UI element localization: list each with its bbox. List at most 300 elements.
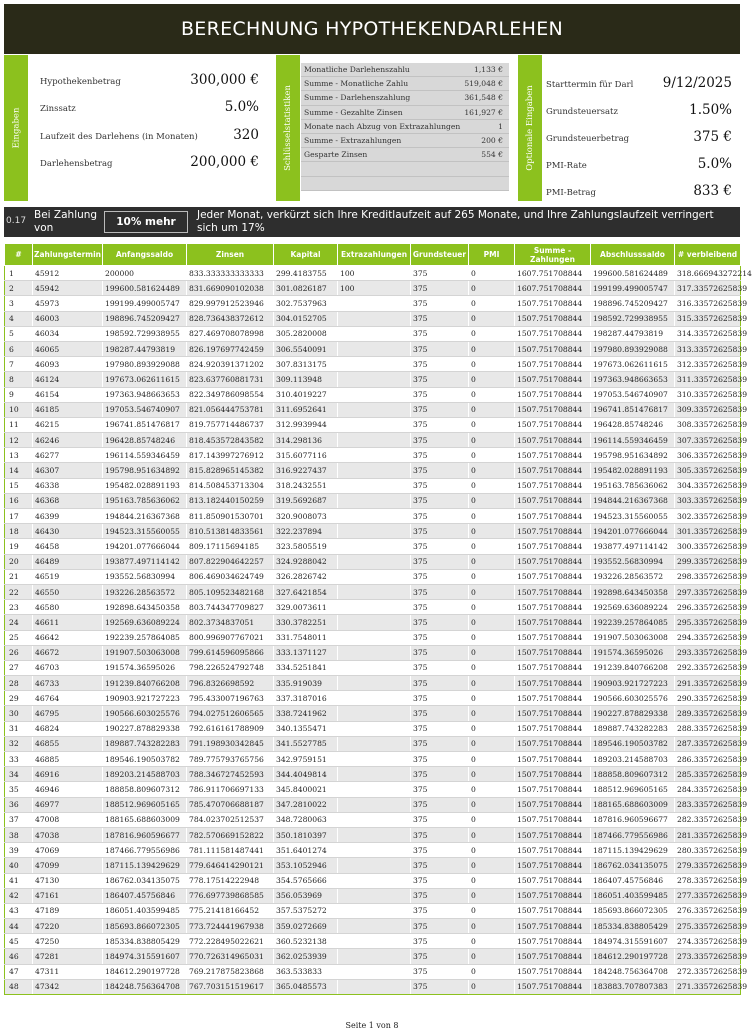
table-cell: 375 [411,569,469,584]
optional-row-pmi-rate [546,156,732,172]
table-cell: 1507.751708844 [515,827,591,842]
table-row [5,691,741,706]
table-cell: 32 [5,736,33,751]
table-cell: 0 [469,706,515,721]
table-cell: 1607.751708844 [515,266,591,281]
table-row [5,554,741,569]
table-cell: 357.5375272 [274,903,338,918]
table-cell: 46611 [33,615,103,630]
table-cell: 0 [469,949,515,964]
table-cell: 0 [469,311,515,326]
table-cell: 306.5540091 [274,341,338,356]
table-cell: 187115.139429629 [591,843,675,858]
optional-value[interactable]: 375 € [693,129,732,145]
table-cell: 304.33572625839 [675,478,741,493]
table-cell: 197673.062611615 [591,357,675,372]
table-cell: 0 [469,387,515,402]
table-cell: 375 [411,949,469,964]
table-cell: 188858.809607312 [103,782,187,797]
table-cell: 198896.745209427 [103,311,187,326]
table-cell [338,615,411,630]
table-cell: 46519 [33,569,103,584]
table-cell: 1507.751708844 [515,509,591,524]
stat-value: 200 € [481,136,503,146]
table-cell: 809.17115694185 [187,539,274,554]
table-cell: 193877.497114142 [103,554,187,569]
column-header: PMI [469,244,515,266]
table-cell: 318.666943272214 [675,266,741,281]
table-cell: 193877.497114142 [591,539,675,554]
table-cell: 15 [5,478,33,493]
table-cell: 197053.546740907 [591,387,675,402]
table-cell: 347.2810022 [274,797,338,812]
table-cell: 46430 [33,524,103,539]
table-cell: 31 [5,721,33,736]
table-cell: 183883.707807383 [591,979,675,994]
table-cell: 309.33572625839 [675,402,741,417]
optional-value[interactable]: 9/12/2025 [662,75,732,91]
table-cell: 11 [5,417,33,432]
table-cell: 356.053969 [274,888,338,903]
table-cell: 1 [5,266,33,281]
table-cell: 1507.751708844 [515,645,591,660]
table-cell: 818.453572843582 [187,433,274,448]
table-cell: 375 [411,782,469,797]
table-cell: 192898.643450358 [103,600,187,615]
table-cell: 1507.751708844 [515,691,591,706]
table-cell: 196428.85748246 [103,433,187,448]
table-cell: 315.6077116 [274,448,338,463]
extra-payment-select[interactable]: 10% mehr [104,211,188,233]
table-cell: 46246 [33,433,103,448]
table-cell: 190227.878829338 [591,706,675,721]
banner-number: 0.17 [6,216,27,226]
table-cell: 375 [411,827,469,842]
table-row [5,417,741,432]
column-header: Kapital [274,244,338,266]
table-cell [338,919,411,934]
table-cell: 45973 [33,296,103,311]
table-cell: 1507.751708844 [515,539,591,554]
table-cell: 0 [469,509,515,524]
table-cell: 334.5251841 [274,660,338,675]
table-cell: 41 [5,873,33,888]
input-value[interactable]: 300,000 € [190,72,259,88]
table-cell: 794.027512606565 [187,706,274,721]
table-cell [338,372,411,387]
table-row [5,341,741,356]
table-cell: 375 [411,433,469,448]
input-value[interactable]: 320 [233,127,259,143]
table-cell: 47130 [33,873,103,888]
table-cell: 1507.751708844 [515,463,591,478]
optional-value[interactable]: 833 € [693,183,732,199]
table-row [5,843,741,858]
table-cell: 1607.751708844 [515,281,591,296]
column-header: Zinsen [187,244,274,266]
table-row [5,509,741,524]
table-cell: 20 [5,554,33,569]
table-cell: 314.298136 [274,433,338,448]
table-cell: 375 [411,357,469,372]
table-cell: 792.616161788909 [187,721,274,736]
table-cell: 0 [469,493,515,508]
table-cell: 187115.139429629 [103,858,187,873]
optional-panel [518,55,740,201]
table-cell: 1507.751708844 [515,858,591,873]
table-cell: 195482.028891193 [103,478,187,493]
table-cell [338,782,411,797]
table-cell: 194201.077666044 [591,524,675,539]
table-cell: 46003 [33,311,103,326]
table-cell: 359.0272669 [274,919,338,934]
table-cell: 375 [411,281,469,296]
table-cell: 778.17514222948 [187,873,274,888]
table-cell: 46185 [33,402,103,417]
table-cell: 375 [411,630,469,645]
table-cell: 45 [5,934,33,949]
table-cell: 315.33572625839 [675,311,741,326]
stat-label: Summe - Gezahlte Zinsen [304,107,403,117]
table-cell: 326.2826742 [274,569,338,584]
table-cell: 375 [411,326,469,341]
table-cell: 0 [469,554,515,569]
table-cell: 1507.751708844 [515,919,591,934]
stat-row [301,77,509,91]
table-cell [338,660,411,675]
table-cell: 47342 [33,979,103,994]
table-cell: 189203.214588703 [103,767,187,782]
table-cell: 297.33572625839 [675,584,741,599]
input-row-interest-rate [40,99,259,115]
table-cell: 335.919039 [274,676,338,691]
table-row [5,281,741,296]
table-cell: 48 [5,979,33,994]
table-cell: 45912 [33,266,103,281]
table-cell: 199199.499005747 [591,281,675,296]
table-cell: 0 [469,691,515,706]
table-cell: 800.996907767021 [187,630,274,645]
table-cell: 0 [469,326,515,341]
table-cell: 195798.951634892 [591,448,675,463]
table-row [5,752,741,767]
input-value[interactable]: 5.0% [224,99,259,115]
table-cell: 193226.28563572 [591,569,675,584]
table-cell: 196741.851476817 [591,402,675,417]
table-cell: 192569.636089224 [591,600,675,615]
table-row [5,539,741,554]
table-cell: 46093 [33,357,103,372]
table-cell: 45942 [33,281,103,296]
table-cell: 47008 [33,812,103,827]
table-cell: 320.9008073 [274,509,338,524]
table-row [5,478,741,493]
stat-row-empty [301,162,509,176]
table-cell: 289.33572625839 [675,706,741,721]
table-cell: 829.997912523946 [187,296,274,311]
table-cell [338,827,411,842]
table-cell: 285.33572625839 [675,767,741,782]
table-cell [338,843,411,858]
table-cell: 46215 [33,417,103,432]
input-value[interactable]: 200,000 € [190,154,259,170]
table-cell: 279.33572625839 [675,858,741,873]
table-row [5,873,741,888]
table-cell: 21 [5,569,33,584]
table-cell [338,402,411,417]
table-cell [338,387,411,402]
input-row-loan-amount [40,154,259,170]
table-cell: 17 [5,509,33,524]
table-cell: 199600.581624489 [103,281,187,296]
table-cell: 301.33572625839 [675,524,741,539]
table-cell: 1507.751708844 [515,888,591,903]
table-row [5,372,741,387]
table-cell [338,554,411,569]
page-footer: Seite 1 von 8 [345,1021,399,1030]
table-cell: 100 [338,266,411,281]
table-cell: 275.33572625839 [675,919,741,934]
table-cell: 1507.751708844 [515,964,591,979]
table-cell: 0 [469,402,515,417]
table-cell: 1507.751708844 [515,341,591,356]
amortization-table [4,243,752,995]
table-cell: 197673.062611615 [103,372,187,387]
table-cell: 291.33572625839 [675,676,741,691]
table-row [5,569,741,584]
optional-row-pmi-amount [546,183,732,199]
table-row [5,493,741,508]
table-cell: 304.0152705 [274,311,338,326]
table-cell: 35 [5,782,33,797]
table-cell: 24 [5,615,33,630]
optional-label: PMI-Rate [546,161,587,171]
stat-value: 361,548 € [464,93,503,103]
table-row [5,660,741,675]
table-row [5,296,741,311]
table-cell: 280.33572625839 [675,843,741,858]
stats-tab [276,55,300,201]
table-cell: 0 [469,660,515,675]
table-cell: 12 [5,433,33,448]
table-cell: 2 [5,281,33,296]
table-cell: 42 [5,888,33,903]
table-cell: 40 [5,858,33,873]
table-cell: 46124 [33,372,103,387]
table-cell: 1507.751708844 [515,660,591,675]
table-cell [338,888,411,903]
table-cell: 810.513814833561 [187,524,274,539]
table-cell: 0 [469,266,515,281]
banner-label: Bei Zahlung von [34,209,98,234]
table-row [5,858,741,873]
optional-value[interactable]: 5.0% [697,156,732,172]
table-cell: 1507.751708844 [515,630,591,645]
table-cell: 312.9939944 [274,417,338,432]
table-row [5,326,741,341]
table-cell: 331.7548011 [274,630,338,645]
table-cell: 1507.751708844 [515,797,591,812]
table-cell [338,417,411,432]
table-cell: 375 [411,858,469,873]
table-cell: 1507.751708844 [515,615,591,630]
table-cell: 186762.034135075 [103,873,187,888]
table-cell: 47281 [33,949,103,964]
optional-tab [518,55,542,201]
table-cell: 1507.751708844 [515,478,591,493]
table-cell: 788.346727452593 [187,767,274,782]
table-cell: 26 [5,645,33,660]
table-cell: 272.33572625839 [675,964,741,979]
table-cell: 1507.751708844 [515,752,591,767]
table-cell: 773.724441967938 [187,919,274,934]
table-row [5,964,741,979]
table-cell: 375 [411,888,469,903]
table-cell: 46458 [33,539,103,554]
table-cell: 0 [469,797,515,812]
table-cell: 819.757714486737 [187,417,274,432]
table-cell: 278.33572625839 [675,873,741,888]
table-cell: 16 [5,493,33,508]
table-cell [338,357,411,372]
table-cell: 192239.257864085 [591,615,675,630]
table-cell: 38 [5,827,33,842]
table-cell [338,752,411,767]
table-cell [338,676,411,691]
stat-row [301,120,509,134]
stat-row [301,106,509,120]
table-cell: 193226.28563572 [103,584,187,599]
table-cell: 375 [411,691,469,706]
table-cell [338,903,411,918]
table-cell: 189546.190503782 [591,736,675,751]
table-row [5,736,741,751]
table-cell: 799.614596095866 [187,645,274,660]
table-cell: 1507.751708844 [515,433,591,448]
stat-row-empty [301,177,509,191]
table-cell: 4 [5,311,33,326]
stat-label: Summe - Darlehenszahlung [304,93,411,103]
table-cell: 362.0253939 [274,949,338,964]
table-cell: 351.6401274 [274,843,338,858]
table-cell: 0 [469,569,515,584]
table-cell: 190566.603025576 [103,706,187,721]
table-cell: 198896.745209427 [591,296,675,311]
table-row [5,782,741,797]
table-cell: 305.33572625839 [675,463,741,478]
table-cell: 1507.751708844 [515,584,591,599]
table-cell: 0 [469,372,515,387]
table-cell: 192569.636089224 [103,615,187,630]
table-cell: 195163.785636062 [103,493,187,508]
table-cell: 375 [411,706,469,721]
table-cell [338,736,411,751]
table-cell: 5 [5,326,33,341]
table-cell: 39 [5,843,33,858]
table-cell: 46277 [33,448,103,463]
table-cell: 344.4049814 [274,767,338,782]
table-cell: 186762.034135075 [591,858,675,873]
table-cell: 375 [411,660,469,675]
stat-value: 1,133 € [474,65,503,75]
table-row [5,311,741,326]
table-cell: 1507.751708844 [515,721,591,736]
table-cell: 6 [5,341,33,356]
table-cell: 185693.866072305 [103,919,187,934]
table-cell: 1507.751708844 [515,296,591,311]
table-row [5,949,741,964]
table-cell: 185693.866072305 [591,903,675,918]
table-cell: 0 [469,964,515,979]
table-cell: 22 [5,584,33,599]
table-cell: 47311 [33,964,103,979]
table-cell [338,873,411,888]
table-cell [338,964,411,979]
table-cell: 317.33572625839 [675,281,741,296]
table-cell [338,296,411,311]
stat-label: Monate nach Abzug von Extrazahlungen [304,121,461,131]
table-cell: 796.8326698592 [187,676,274,691]
table-cell: 13 [5,448,33,463]
table-cell: 36 [5,797,33,812]
table-cell: 306.33572625839 [675,448,741,463]
table-cell [338,341,411,356]
table-cell [338,584,411,599]
table-cell: 46795 [33,706,103,721]
table-cell: 299.33572625839 [675,554,741,569]
optional-row-property-tax-rate [546,102,732,118]
table-cell: 817.143997276912 [187,448,274,463]
table-cell: 311.33572625839 [675,372,741,387]
table-cell: 197980.893929088 [591,341,675,356]
table-cell: 303.33572625839 [675,493,741,508]
table-cell: 345.8400021 [274,782,338,797]
table-cell [338,630,411,645]
optional-label: PMI-Betrag [546,188,596,198]
table-header-row [5,244,741,266]
input-label: Darlehensbetrag [40,159,113,169]
table-cell: 375 [411,752,469,767]
table-cell: 184974.315591607 [591,934,675,949]
table-cell: 823.637760881731 [187,372,274,387]
optional-label: Grundsteuerbetrag [546,134,630,144]
table-cell: 18 [5,524,33,539]
table-cell: 0 [469,827,515,842]
table-cell: 188165.688603009 [103,812,187,827]
optional-value[interactable]: 1.50% [689,102,732,118]
table-cell: 0 [469,888,515,903]
table-cell: 188858.809607312 [591,767,675,782]
table-cell: 375 [411,964,469,979]
table-cell: 46946 [33,782,103,797]
table-cell: 47189 [33,903,103,918]
table-row [5,266,741,281]
table-cell: 375 [411,615,469,630]
table-cell: 8 [5,372,33,387]
table-cell: 302.33572625839 [675,509,741,524]
table-cell: 0 [469,615,515,630]
table-cell: 375 [411,676,469,691]
stats-tab-label: Schlüsselstatistiken [283,85,294,171]
table-cell: 363.533833 [274,964,338,979]
title-bar [4,4,740,54]
table-cell: 311.6952641 [274,402,338,417]
table-cell: 1507.751708844 [515,357,591,372]
table-cell: 192239.257864085 [103,630,187,645]
table-cell [338,493,411,508]
table-cell: 365.0485573 [274,979,338,994]
table-cell: 375 [411,797,469,812]
